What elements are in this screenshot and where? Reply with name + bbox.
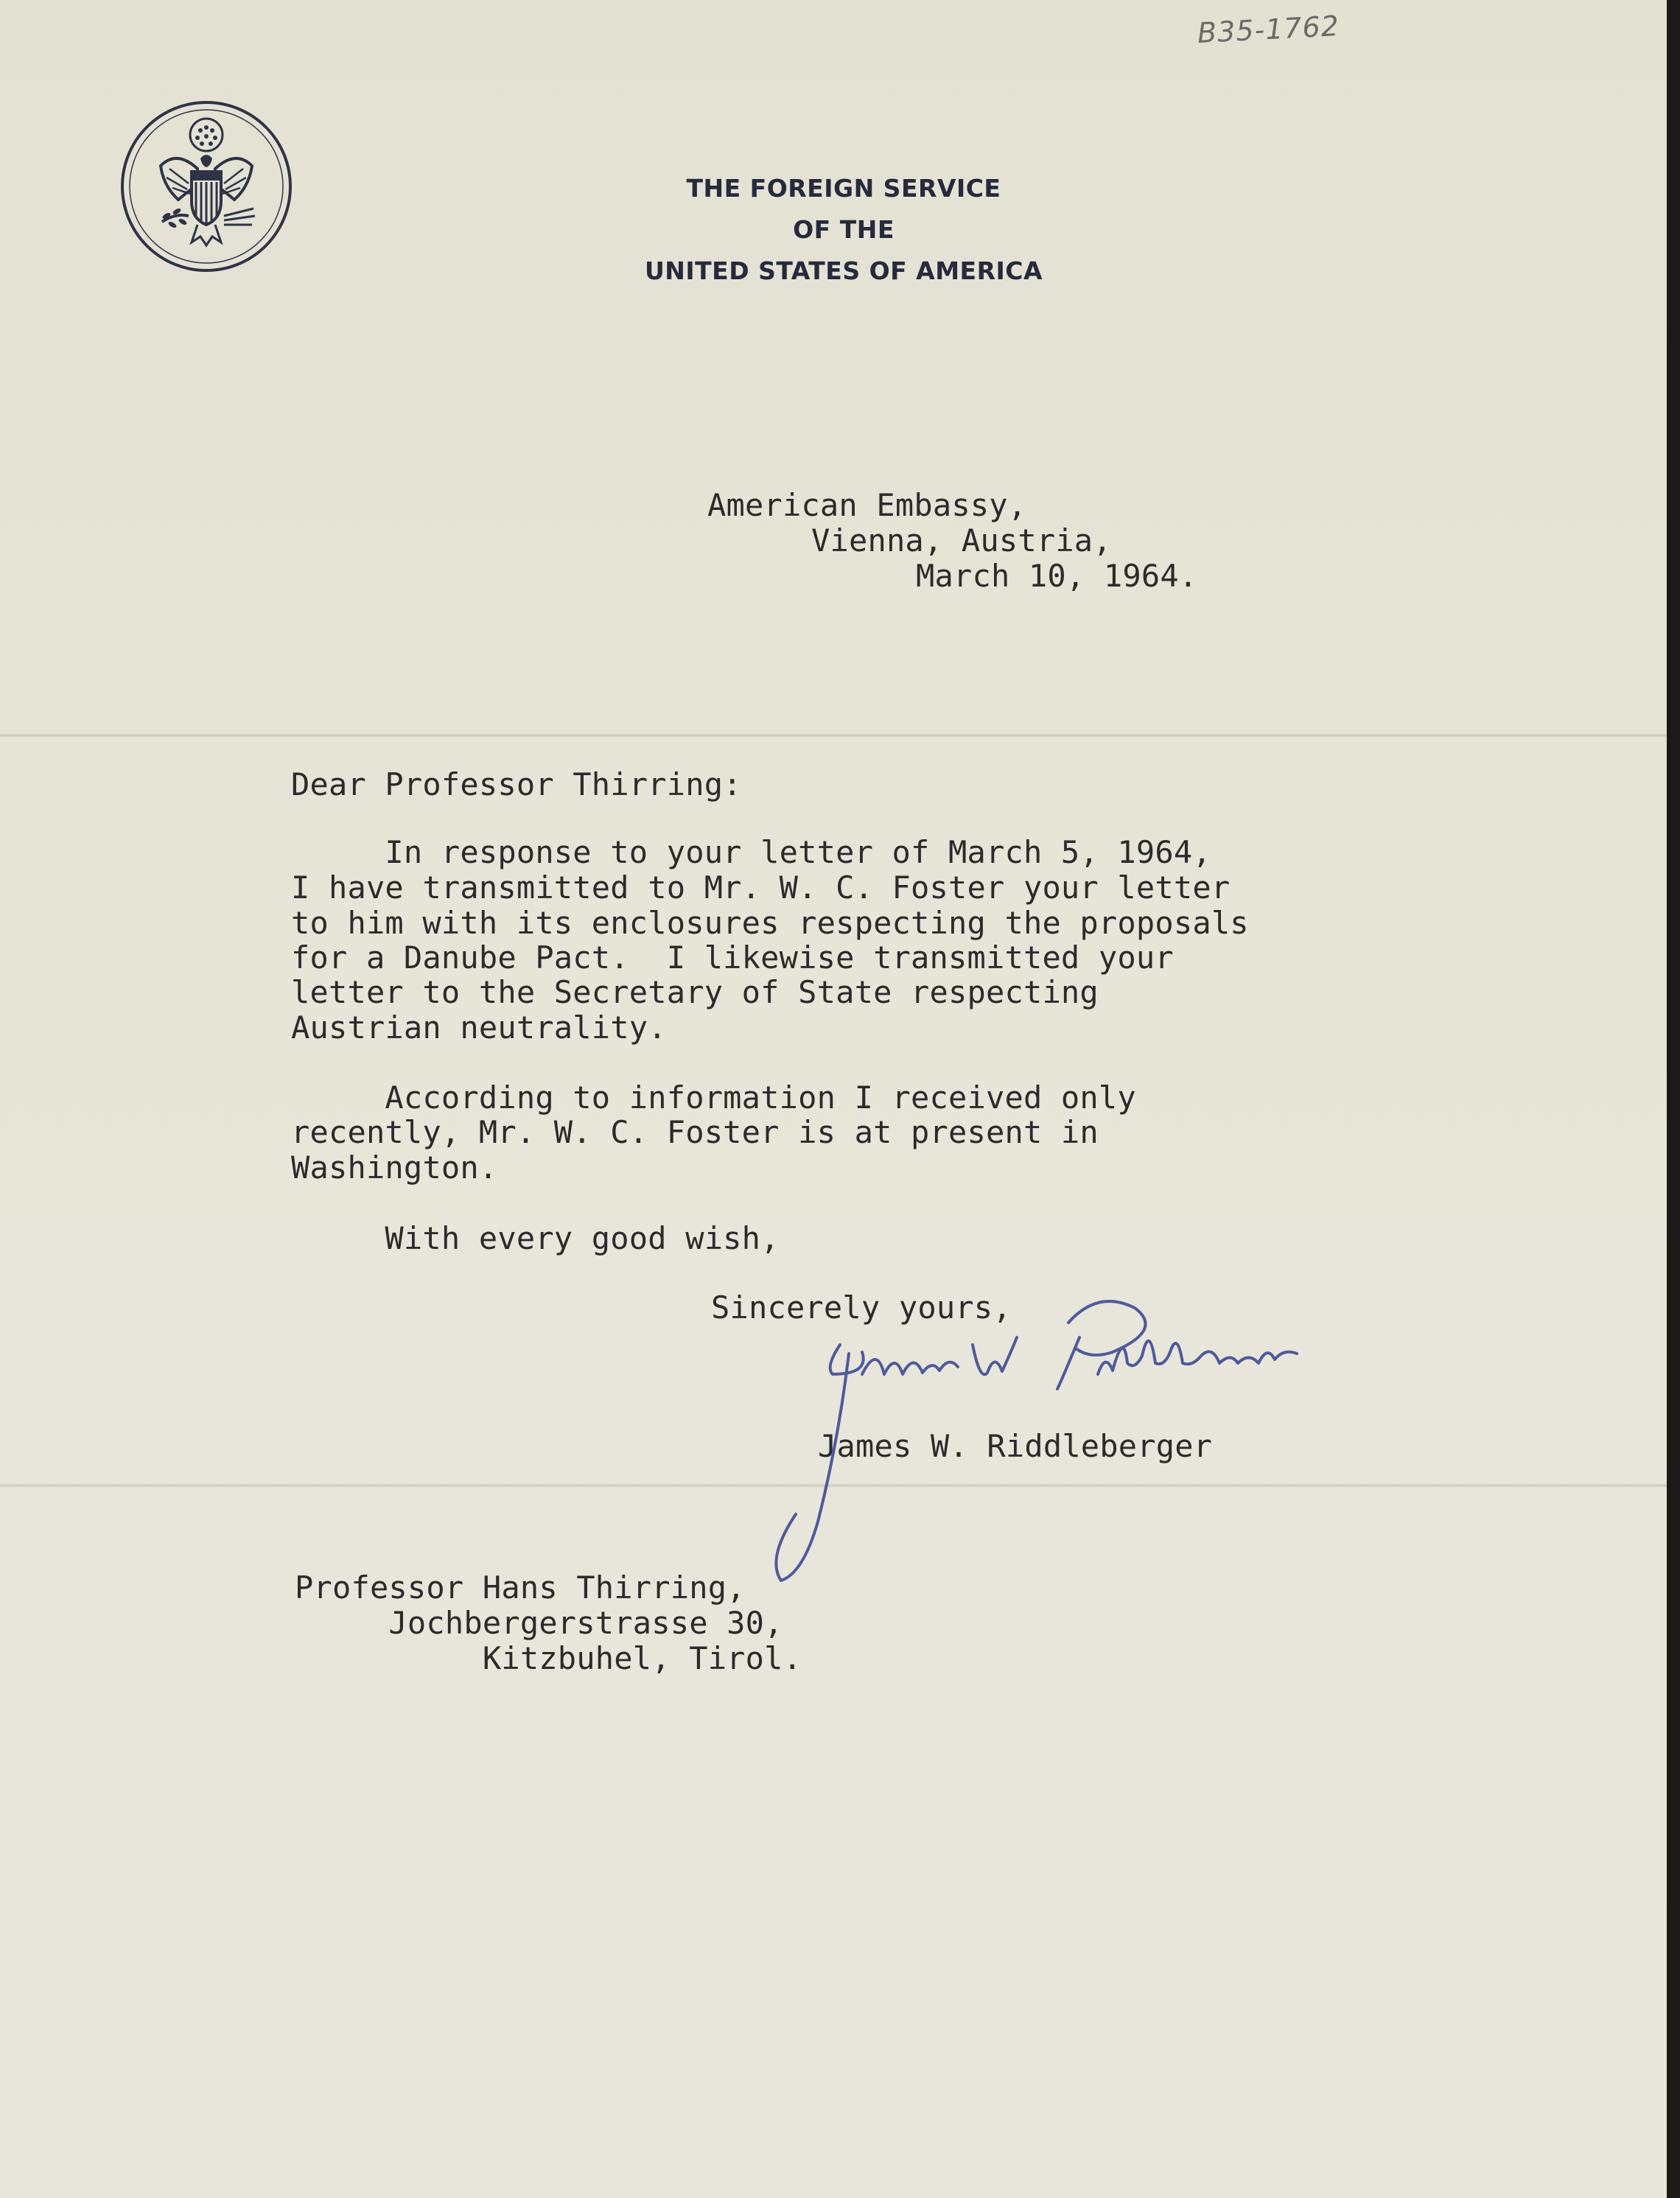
recipient-address-line-1: Professor Hans Thirring, (295, 1569, 746, 1606)
body-p3: With every good wish, (291, 1220, 780, 1256)
letterhead-line-3: UNITED STATES OF AMERICA (644, 256, 1043, 285)
letterhead (589, 168, 1098, 292)
letterhead-line-1: THE FOREIGN SERVICE (686, 174, 1001, 203)
body-p1-line-6: Austrian neutrality. (291, 1009, 667, 1046)
body-p1-line-4: for a Danube Pact. I likewise transmitted your (291, 939, 1174, 976)
archive-number: B35-1762 (1196, 9, 1340, 50)
body-p2-line-3: Washington. (291, 1149, 498, 1186)
sender-address-line-1: American Embassy, (707, 487, 1027, 523)
body-p1-line-2: I have transmitted to Mr. W. C. Foster your letter (291, 869, 1231, 906)
letterhead-line-2: OF THE (793, 215, 895, 244)
body-p1-line-5: letter to the Secretary of State respecting (291, 974, 1099, 1010)
handwritten-signature (752, 1293, 1312, 1610)
recipient-address-line-2: Jochbergerstrasse 30, (295, 1605, 783, 1641)
body-p1-line-1: In response to your letter of March 5, 1964, (291, 834, 1211, 870)
body-p2-line-1: According to information I received only (291, 1079, 1136, 1116)
recipient-address-line-3: Kitzbuhel, Tirol. (295, 1640, 802, 1676)
body-p2-line-2: recently, Mr. W. C. Foster is at present in (291, 1114, 1099, 1150)
typed-name: James W. Riddleberger (818, 1428, 1213, 1464)
great-seal-eagle-icon (118, 98, 295, 275)
sender-address-line-2: Vienna, Austria, (811, 522, 1112, 559)
body-p1-line-3: to him with its enclosures respecting the proposals (291, 905, 1249, 941)
closing: Sincerely yours, (711, 1289, 1012, 1326)
sender-address-line-3: March 10, 1964. (916, 558, 1198, 594)
salutation: Dear Professor Thirring: (291, 766, 742, 802)
paper-fold-upper (0, 733, 1667, 738)
